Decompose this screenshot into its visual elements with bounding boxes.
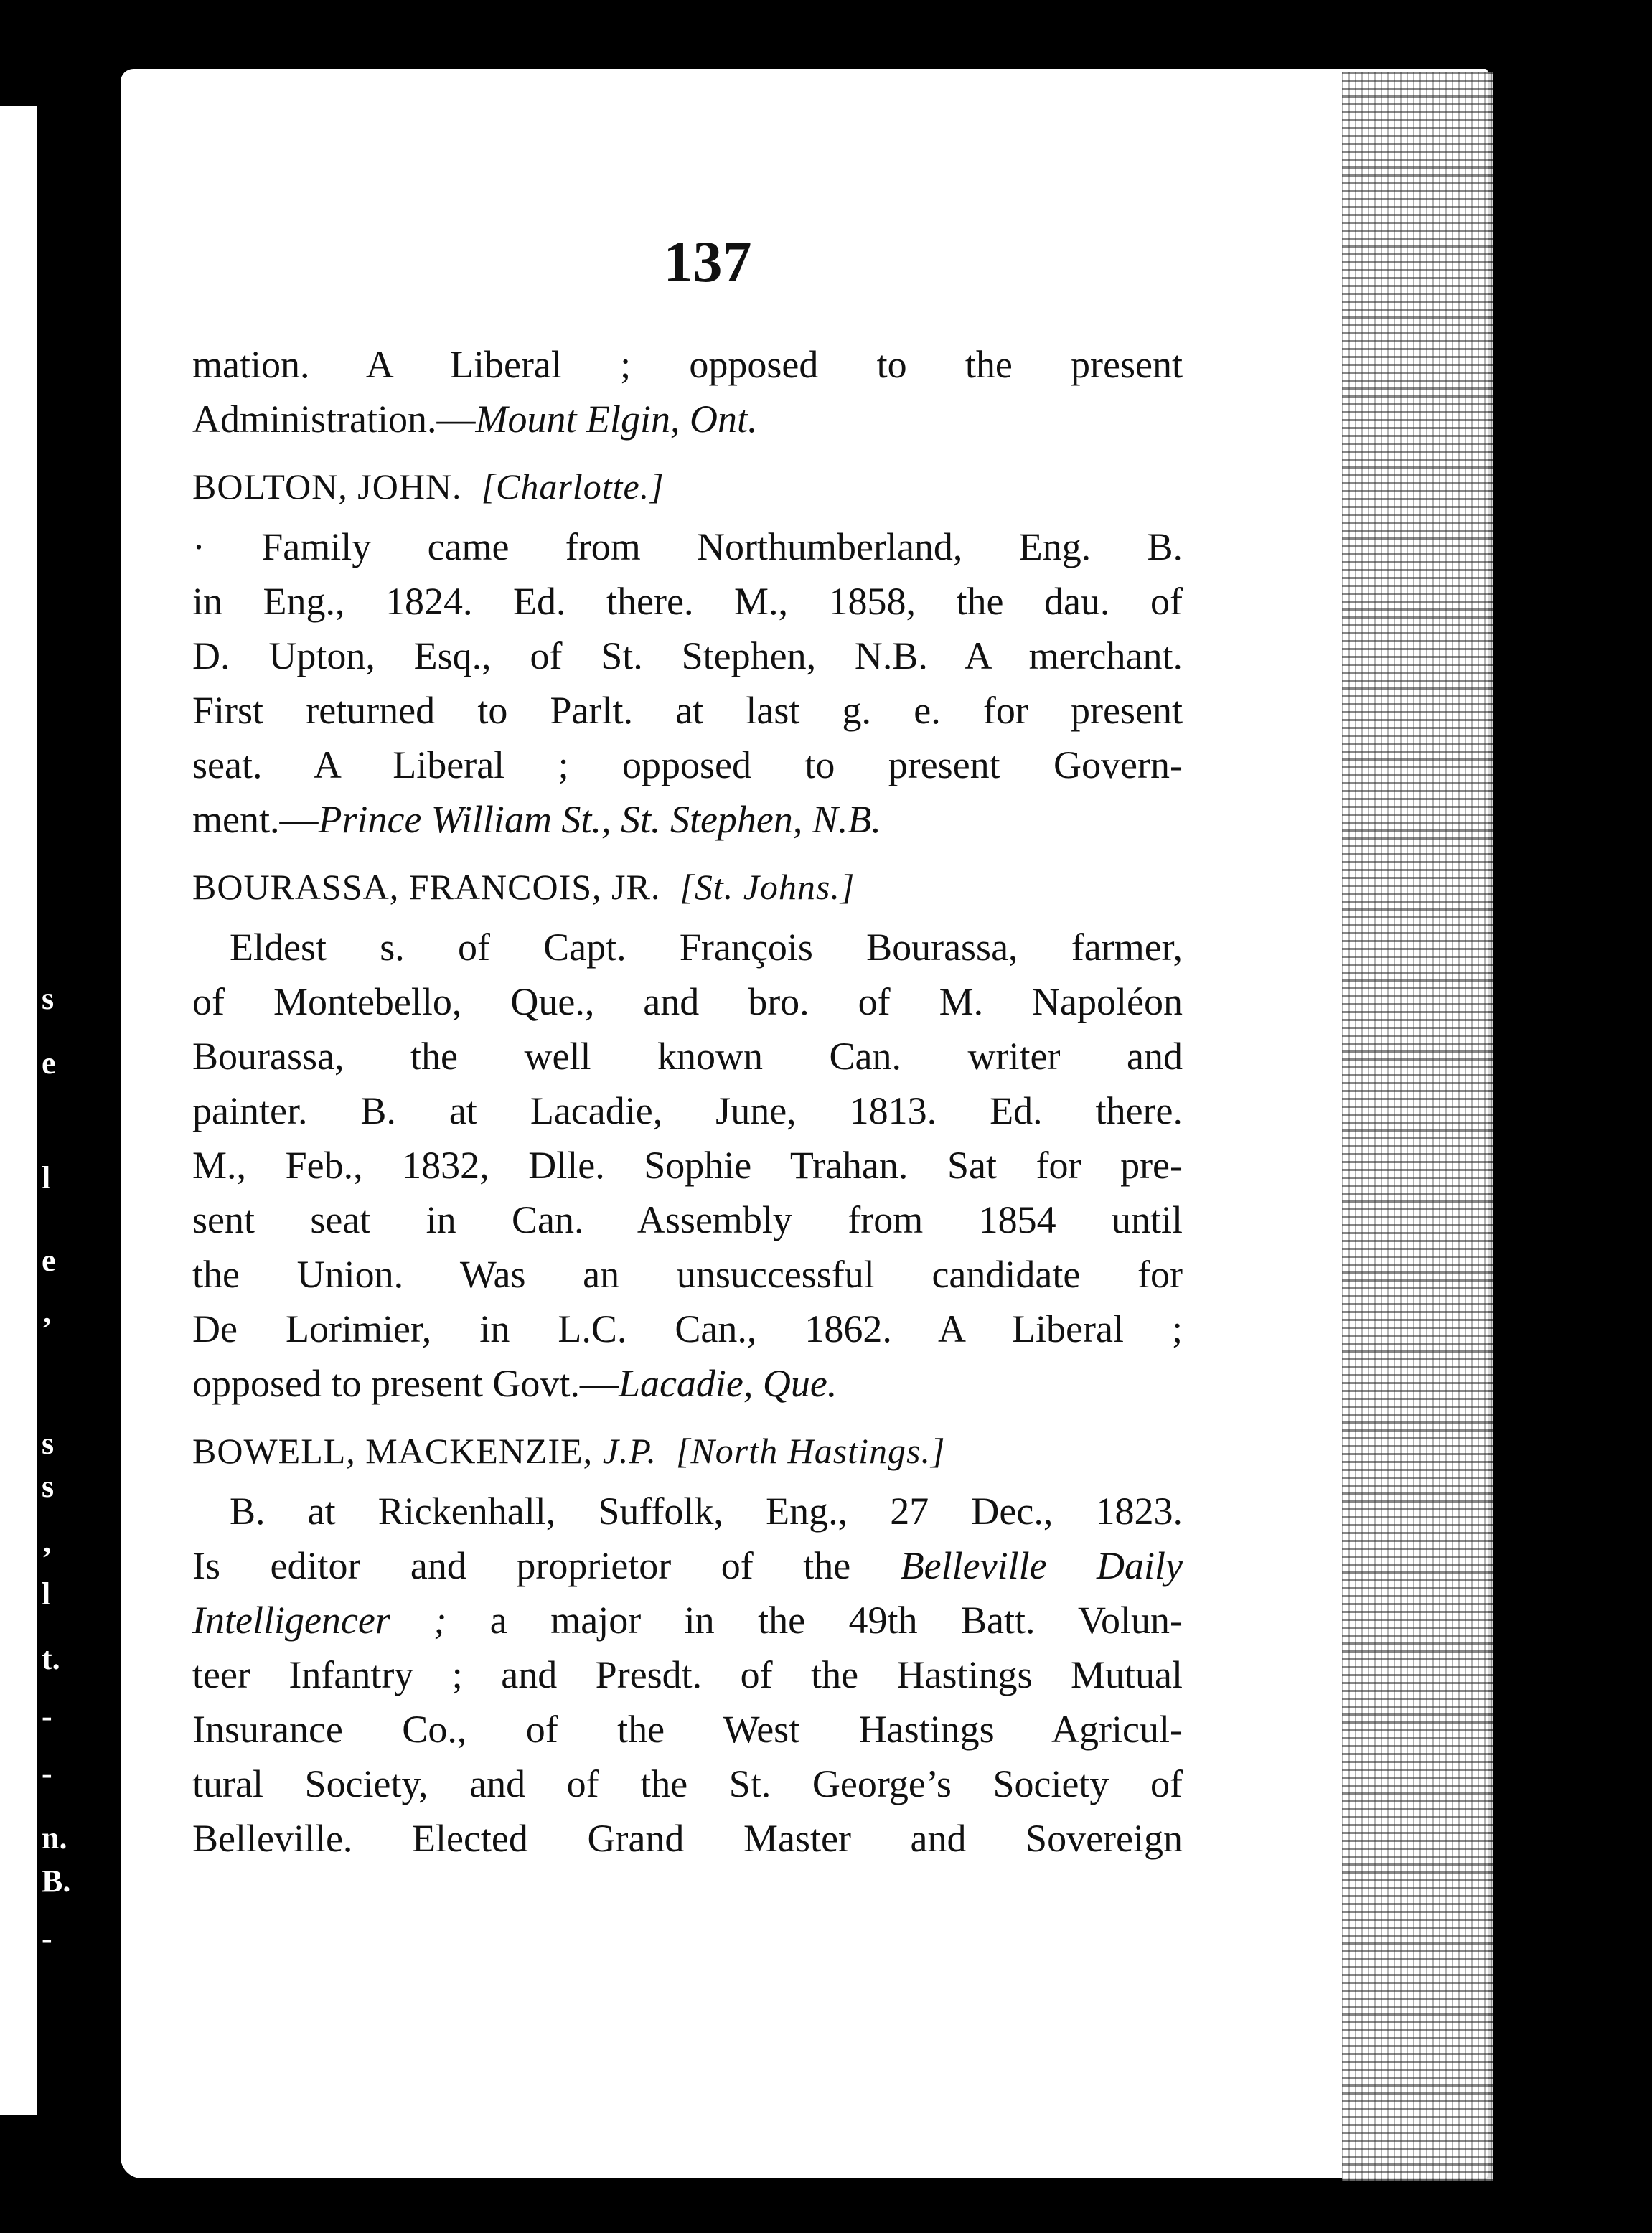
previous-page-fragment: ’ [42,1311,52,1346]
text-line: mation. A Liberal ; opposed to the present [192,343,1183,386]
previous-page-fragment: - [42,1921,52,1956]
previous-page-fragment: s [42,1469,55,1504]
entry-bowell [192,1424,1183,1866]
page-edges-shadow [1493,72,1514,2181]
entry-bourassa [192,860,1183,1411]
previous-page-edge [0,106,37,2115]
text-line: opposed to present Govt.—Lacadie, Que. [192,1362,837,1405]
text-line: M., Feb., 1832, Dlle. Sophie Trahan. Sat for pre- [192,1144,1183,1187]
text-line: seat. A Liberal ; opposed to present Govern- [192,743,1183,786]
previous-page-fragment: n. [42,1820,67,1856]
previous-page-fragment: - [42,1756,52,1791]
page-edges-texture [1342,72,1514,2181]
text-line: sent seat in Can. Assembly from 1854 until [192,1198,1183,1241]
text-line: Insurance Co., of the West Hastings Agricul- [192,1708,1183,1751]
page-number: 137 [663,229,752,294]
text-line: D. Upton, Esq., of St. Stephen, N.B. A merchant. [192,634,1183,677]
previous-page-fragment: t. [42,1641,60,1676]
text-line: Belleville. Elected Grand Master and Sovereign [192,1817,1183,1860]
page-text [192,337,1183,1866]
text-line: Administration.—Mount Elgin, Ont. [192,398,758,441]
entry-heading: BOWELL, MACKENZIE, J.P. [North Hastings.] [192,1431,946,1471]
text-line: First returned to Parlt. at last g. e. for present [192,689,1183,732]
previous-page-fragment: e [42,1243,56,1278]
entry-bolton [192,459,1183,847]
previous-page-fragment: s [42,1426,55,1461]
text-line: in Eng., 1824. Ed. there. M., 1858, the dau. of [192,580,1183,623]
previous-page-fragment: B. [42,1863,71,1899]
entry-continuation [192,337,1183,446]
previous-page-fragment: ’ [42,1541,52,1576]
text-line: Is editor and proprietor of the Belleville Daily [192,1544,1183,1587]
previous-page-fragment: - [42,1698,52,1734]
text-line: Intelligencer ; a major in the 49th Batt. Volun- [192,1599,1183,1642]
text-line: Bourassa, the well known Can. writer and [192,1035,1183,1078]
entry-heading: BOURASSA, FRANCOIS, JR. [St. Johns.] [192,867,855,907]
previous-page-fragment: l [42,1160,51,1195]
text-line: · Family came from Northumberland, Eng. B. [192,525,1183,568]
text-line: painter. B. at Lacadie, June, 1813. Ed. there. [192,1089,1183,1132]
text-line: Eldest s. of Capt. François Bourassa, farmer, [230,926,1183,969]
text-line: the Union. Was an unsuccessful candidate for [192,1253,1183,1296]
previous-page-fragment: s [42,981,55,1016]
previous-page-fragment: l [42,1576,51,1612]
text-line: ment.—Prince William St., St. Stephen, N.B. [192,798,881,841]
text-line: tural Society, and of the St. George’s Society of [192,1762,1183,1805]
text-line: De Lorimier, in L.C. Can., 1862. A Liberal ; [192,1307,1183,1350]
text-line: of Montebello, Que., and bro. of M. Napoléon [192,980,1183,1023]
previous-page-fragment: e [42,1045,56,1081]
entry-heading: BOLTON, JOHN. [Charlotte.] [192,466,665,507]
text-line: B. at Rickenhall, Suffolk, Eng., 27 Dec., 1823. [230,1490,1183,1533]
text-line: teer Infantry ; and Presdt. of the Hastings Mutual [192,1653,1183,1696]
